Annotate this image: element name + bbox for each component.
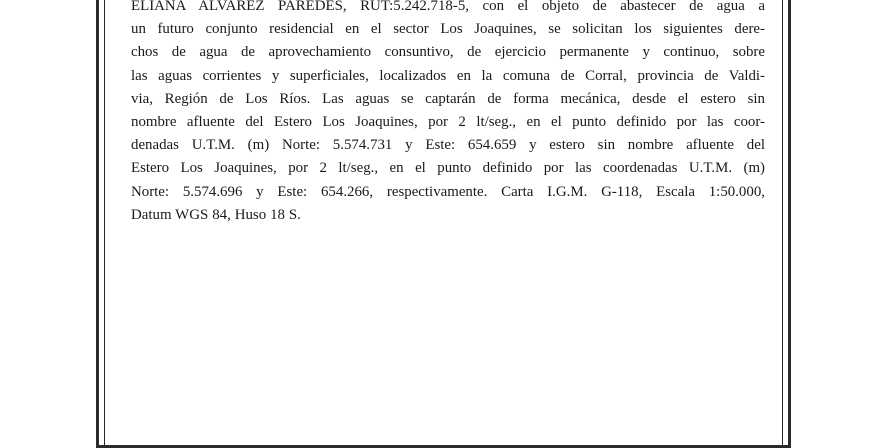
notice-line: nombre afluente del Estero Los Joaquines, por 2 lt/seg., en el punto definido por las coor- [131,114,765,131]
notice-line: un futuro conjunto residencial en el sector Los Joaquines, se solicitan los siguientes dere- [131,21,765,38]
notice-line: Datum WGS 84, Huso 18 S. [131,206,301,223]
notice-line: Norte: 5.574.696 y Este: 654.266, respectivamente. Carta I.G.M. G-118, Escala 1:50.000, [131,183,765,200]
notice-line: via, Región de Los Ríos. Las aguas se captarán de forma mecánica, desde el estero sin [131,90,765,107]
notice-line: Estero Los Joaquines, por 2 lt/seg., en el punto definido por las coordenadas U.T.M. (m) [131,160,765,177]
legal-notice-text [131,0,765,227]
notice-line: ELIANA ALVAREZ PAREDES, RUT:5.242.718-5, con el objeto de abastecer de agua a [131,0,765,14]
notice-line: denadas U.T.M. (m) Norte: 5.574.731 y Este: 654.659 y estero sin nombre afluente del [131,137,765,154]
notice-line: las aguas corrientes y superficiales, localizados en la comuna de Corral, provincia de Valdi- [131,67,765,84]
notice-line: chos de agua de aprovechamiento consuntivo, de ejercicio permanente y continuo, sobre [131,44,765,61]
